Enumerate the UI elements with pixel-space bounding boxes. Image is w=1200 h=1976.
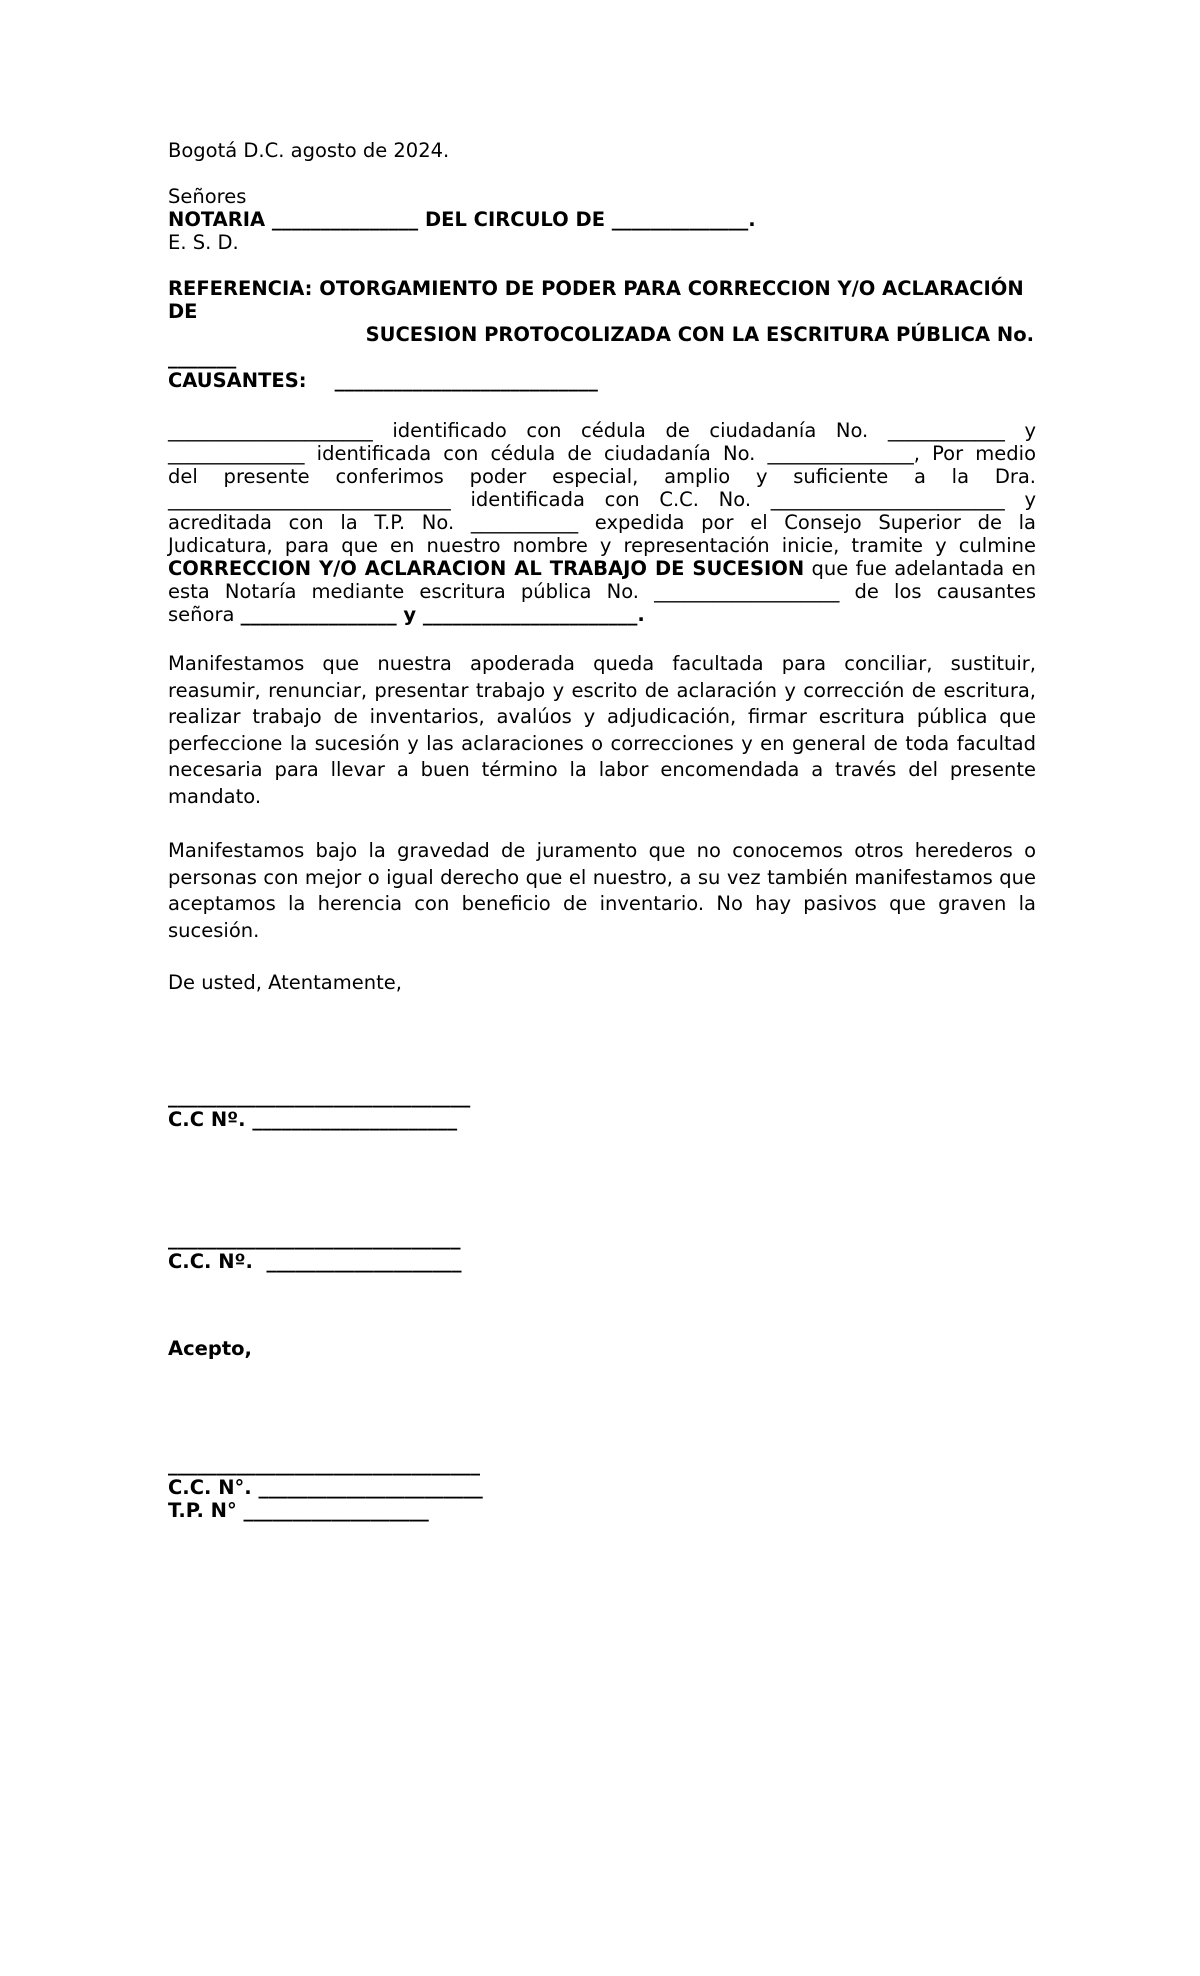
date-line: Bogotá D.C. agosto de 2024. <box>168 139 450 162</box>
salutation: Señores <box>168 185 247 208</box>
reference-line-1: REFERENCIA: OTORGAMIENTO DE PODER PARA CORRECCION Y/O ACLARACIÓN <box>168 277 1024 300</box>
poder-line-9-b: ________________ y ______________________. <box>240 603 645 626</box>
causantes-label: CAUSANTES: <box>168 369 307 392</box>
closing-line: De usted, Atentamente, <box>168 971 402 994</box>
poder-line-6: Judicatura, para que en nuestro nombre y representación inicie, tramite y culmine <box>168 534 1036 557</box>
signature-2-line: ______________________________ <box>168 1227 461 1250</box>
poder-line-1: _____________________ identificado con cédula de ciudadanía No. ____________ y <box>168 419 1036 442</box>
signature-1-line: _______________________________ <box>168 1085 471 1108</box>
paragraph-facultades: Manifestamos que nuestra apoderada queda facultada para conciliar, sustituir, reasumir, renunciar, presentar trabajo y escrito de aclaración y corrección de escritura, realizar trabajo de inventarios, avalúos y adjudicación, firmar escritura pública que perfeccione la sucesión y las aclaraciones o correcciones y en general de toda facultad necesaria para llevar a buen término la labor encomendada a través del presente mandato. <box>168 652 1036 808</box>
signature-3-line: ________________________________ <box>168 1453 480 1476</box>
signature-1 <box>168 1085 1036 1131</box>
paragraph-juramento: Manifestamos bajo la gravedad de juramento que no conocemos otros herederos o personas con mejor o igual derecho que el nuestro, a su vez también manifestamos que aceptamos la herencia con beneficio de inventario. No hay pasivos que graven la sucesión. <box>168 839 1036 942</box>
acepto-label: Acepto, <box>168 1337 252 1360</box>
signature-2 <box>168 1227 1036 1273</box>
notaria-line: NOTARIA _______________ DEL CIRCULO DE ______________. <box>168 208 756 231</box>
esd-line: E. S. D. <box>168 231 239 254</box>
poder-line-5: acreditada con la T.P. No. ___________ expedida por el Consejo Superior de la <box>168 511 1036 534</box>
causantes-line <box>168 369 1036 392</box>
signature-3-tp: T.P. N° ___________________ <box>168 1499 429 1522</box>
poder-line-7-rest: que fue adelantada en <box>804 557 1037 580</box>
signature-2-cc: C.C. Nº. ____________________ <box>168 1250 462 1273</box>
reference-line-2: DE <box>168 300 198 323</box>
poder-line-9-a: señora <box>168 603 241 626</box>
poder-line-8: esta Notaría mediante escritura pública No. ___________________ de los causantes <box>168 580 1036 603</box>
paragraph-poder <box>168 419 1036 626</box>
reference-line-3: SUCESION PROTOCOLIZADA CON LA ESCRITURA PÚBLICA No. <box>365 323 1034 346</box>
causantes-blank: ___________________________ <box>334 369 598 392</box>
signature-3-cc: C.C. N°. _______________________ <box>168 1476 483 1499</box>
signature-3 <box>168 1453 1036 1522</box>
poder-line-7 <box>168 557 1036 580</box>
poder-line-3: del presente conferimos poder especial, amplio y suficiente a la Dra. <box>168 465 1036 488</box>
reference-line-4: _______ <box>168 346 237 369</box>
poder-bold-phrase: CORRECCION Y/O ACLARACION AL TRABAJO DE SUCESION <box>168 557 805 580</box>
signature-1-cc: C.C Nº. _____________________ <box>168 1108 458 1131</box>
poder-line-9 <box>168 603 1036 626</box>
poder-line-2: ______________ identificada con cédula de ciudadanía No. _______________, Por medio <box>168 442 1036 465</box>
poder-line-4: _____________________________ identificada con C.C. No. ________________________ y <box>168 488 1036 511</box>
